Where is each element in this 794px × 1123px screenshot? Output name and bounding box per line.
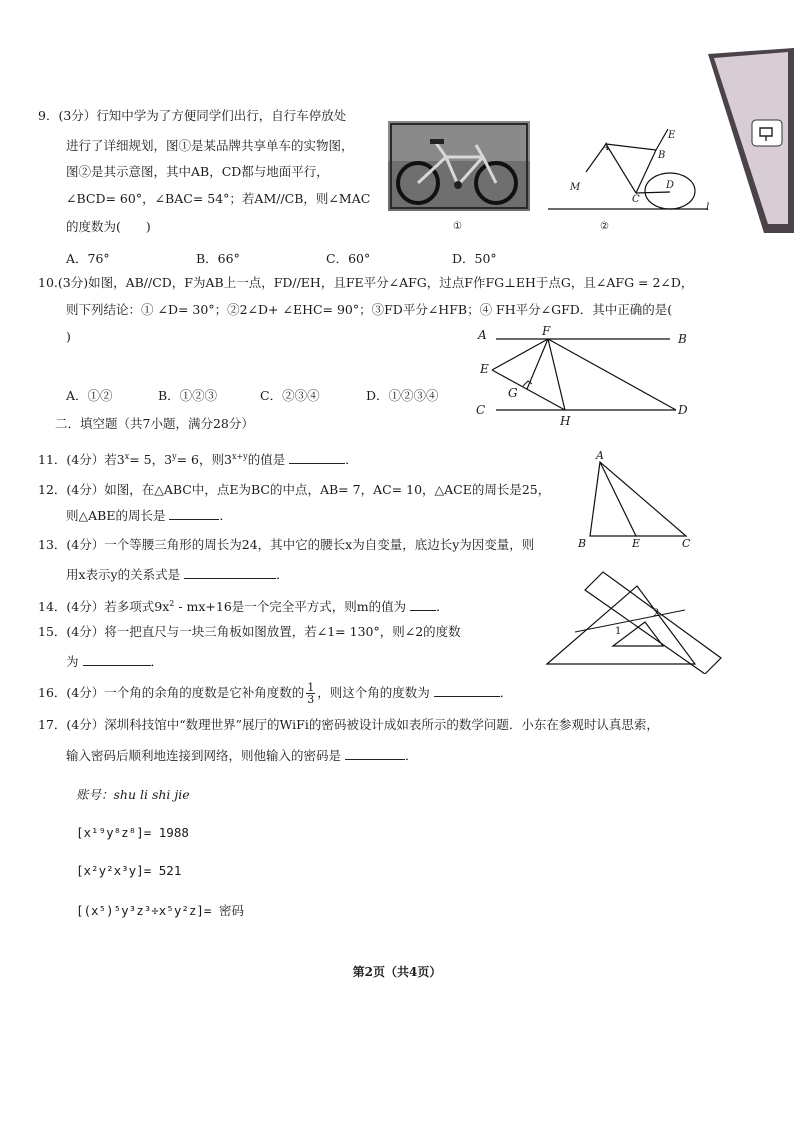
- fig2-label-e: E: [668, 130, 676, 141]
- q10-label-c: C: [476, 403, 486, 417]
- q17-line-2: 输入密码后顺利地连接到网络，则他输入的密码是 ．: [66, 748, 418, 763]
- q10-label-b: B: [678, 332, 687, 346]
- q17-account: 账号：shu li shi jie: [76, 787, 190, 802]
- q9-option-a: A．76°: [66, 251, 110, 266]
- fig2-label-m: M: [570, 182, 581, 193]
- fig2-label-l: l: [706, 202, 710, 213]
- q9-line-3: 图②是其示意图，其中AB，CD都与地面平行，: [66, 164, 329, 179]
- fig1-label: ①: [453, 221, 462, 232]
- q11-answer-blank[interactable]: [289, 453, 345, 464]
- q13-answer-blank[interactable]: [184, 568, 276, 579]
- q9-line-2: 进行了详细规划，图①是某品牌共享单车的实物图，: [66, 138, 354, 153]
- q12-label-e: E: [632, 537, 641, 550]
- q10-label-h: H: [560, 414, 571, 428]
- q15-angle-2: 2: [653, 608, 660, 619]
- q15-line-1: 15．(4分）将一把直尺与一块三角板如图放置，若∠1= 130°，则∠2的度数: [38, 624, 461, 639]
- q10-line-2: 则下列结论：① ∠D= 30°；②2∠D+ ∠EHC= 90°；③FD平分∠HFB；④ FH平分∠GFD．其中正确的是(: [66, 302, 673, 317]
- q17-answer-blank[interactable]: [345, 749, 405, 760]
- bicycle-photo: [388, 121, 530, 211]
- q14-line: 14．(4分）若多项式$9x^2 - mx+16$是一个完全平方式，则m的值为 ．: [38, 599, 449, 615]
- q10-option-b: B．①②③: [158, 388, 218, 403]
- q10-label-d: D: [678, 403, 688, 417]
- q13-line-1: 13．(4分）一个等腰三角形的周长为24，其中它的腰长x为自变量，底边长y为因变量，则: [38, 537, 535, 552]
- q15-angle-1: 1: [615, 626, 622, 637]
- q12-line-1: 12．(4分）如图，在△ABC中，点E为BC的中点，AB= 7，AC= 10，△ACE的周长是25，: [38, 482, 551, 497]
- q9-line-1: 9．(3分）行知中学为了方便同学们出行，自行车停放处: [38, 108, 347, 123]
- fig2-label-c: C: [632, 194, 640, 205]
- q17-equation-1: [x¹⁹y⁸z⁸]= 1988: [76, 825, 189, 840]
- q10-option-c: C．②③④: [260, 388, 320, 403]
- q12-label-a: A: [596, 449, 604, 462]
- fig2-label-d: D: [666, 180, 675, 191]
- q17-equation-3: [(x⁵)⁵y³z³÷x⁵y²z]= 密码: [76, 903, 244, 918]
- q9-line-5: 的度数为( ): [66, 219, 151, 234]
- q17-equation-2: [x²y²x³y]= 521: [76, 863, 182, 878]
- q10-label-f: F: [542, 324, 551, 338]
- q12-answer-blank[interactable]: [169, 509, 219, 520]
- q17-line-1: 17．(4分）深圳科技馆中“数理世界”展厅的WiFi的密码被设计成如表所示的数学问题．小东在参观时认真思索，: [38, 717, 659, 732]
- q10-option-a: A．①②: [66, 388, 113, 403]
- q12-label-b: B: [578, 537, 587, 550]
- q11-line: 11．(4分）若$3^x= 5$，$3^y= 6$，则$3^{x+y}$的值是 ．: [38, 452, 358, 468]
- q9-option-d: D．50°: [452, 251, 497, 266]
- q14-answer-blank[interactable]: [410, 600, 436, 611]
- fig2-label-a: A: [602, 142, 610, 153]
- torn-page-corner: [708, 48, 794, 233]
- q10-label-e: E: [480, 362, 489, 376]
- q9-option-b: B．66°: [196, 251, 240, 266]
- page-footer: 第2页（共4页）: [352, 965, 442, 979]
- q10-line-1: 10.(3分)如图，AB//CD，F为AB上一点，FD//EH，且FE平分∠AFG，过点F作FG⊥EH于点G，且∠AFG = 2∠D，: [38, 275, 694, 290]
- fig2-label-b: B: [658, 150, 666, 161]
- q9-option-c: C．60°: [326, 251, 371, 266]
- q15-line-2: 为 ．: [66, 654, 164, 669]
- one-third-fraction: $\frac{1}{3}$: [307, 681, 315, 706]
- q12-label-c: C: [682, 537, 691, 550]
- q12-line-2: 则△ABE的周长是 ．: [66, 508, 232, 523]
- q10-diagram: [470, 326, 700, 430]
- q12-triangle: [578, 448, 698, 552]
- q9-line-4: ∠BCD= 60°，∠BAC= 54°；若AM//CB，则∠MAC: [66, 191, 371, 206]
- q15-answer-blank[interactable]: [83, 655, 151, 666]
- bicycle-diagram: [548, 124, 716, 216]
- fig2-label: ②: [600, 221, 609, 232]
- q16-line: 16．(4分）一个角的余角的度数是它补角度数的 $\frac{1}{3}$ ，则这个角的度数为 ．: [38, 681, 513, 706]
- section-title: 二．填空题（共7小题，满分28分）: [55, 416, 254, 431]
- q16-answer-blank[interactable]: [434, 686, 500, 697]
- q15-ruler-triangle: [545, 570, 725, 674]
- q13-line-2: 用x表示y的关系式是 ．: [66, 567, 289, 582]
- q10-label-g: G: [508, 386, 518, 400]
- q10-line-3: ): [66, 329, 71, 344]
- q10-label-a: A: [478, 328, 487, 342]
- q10-option-d: D．①②③④: [366, 388, 439, 403]
